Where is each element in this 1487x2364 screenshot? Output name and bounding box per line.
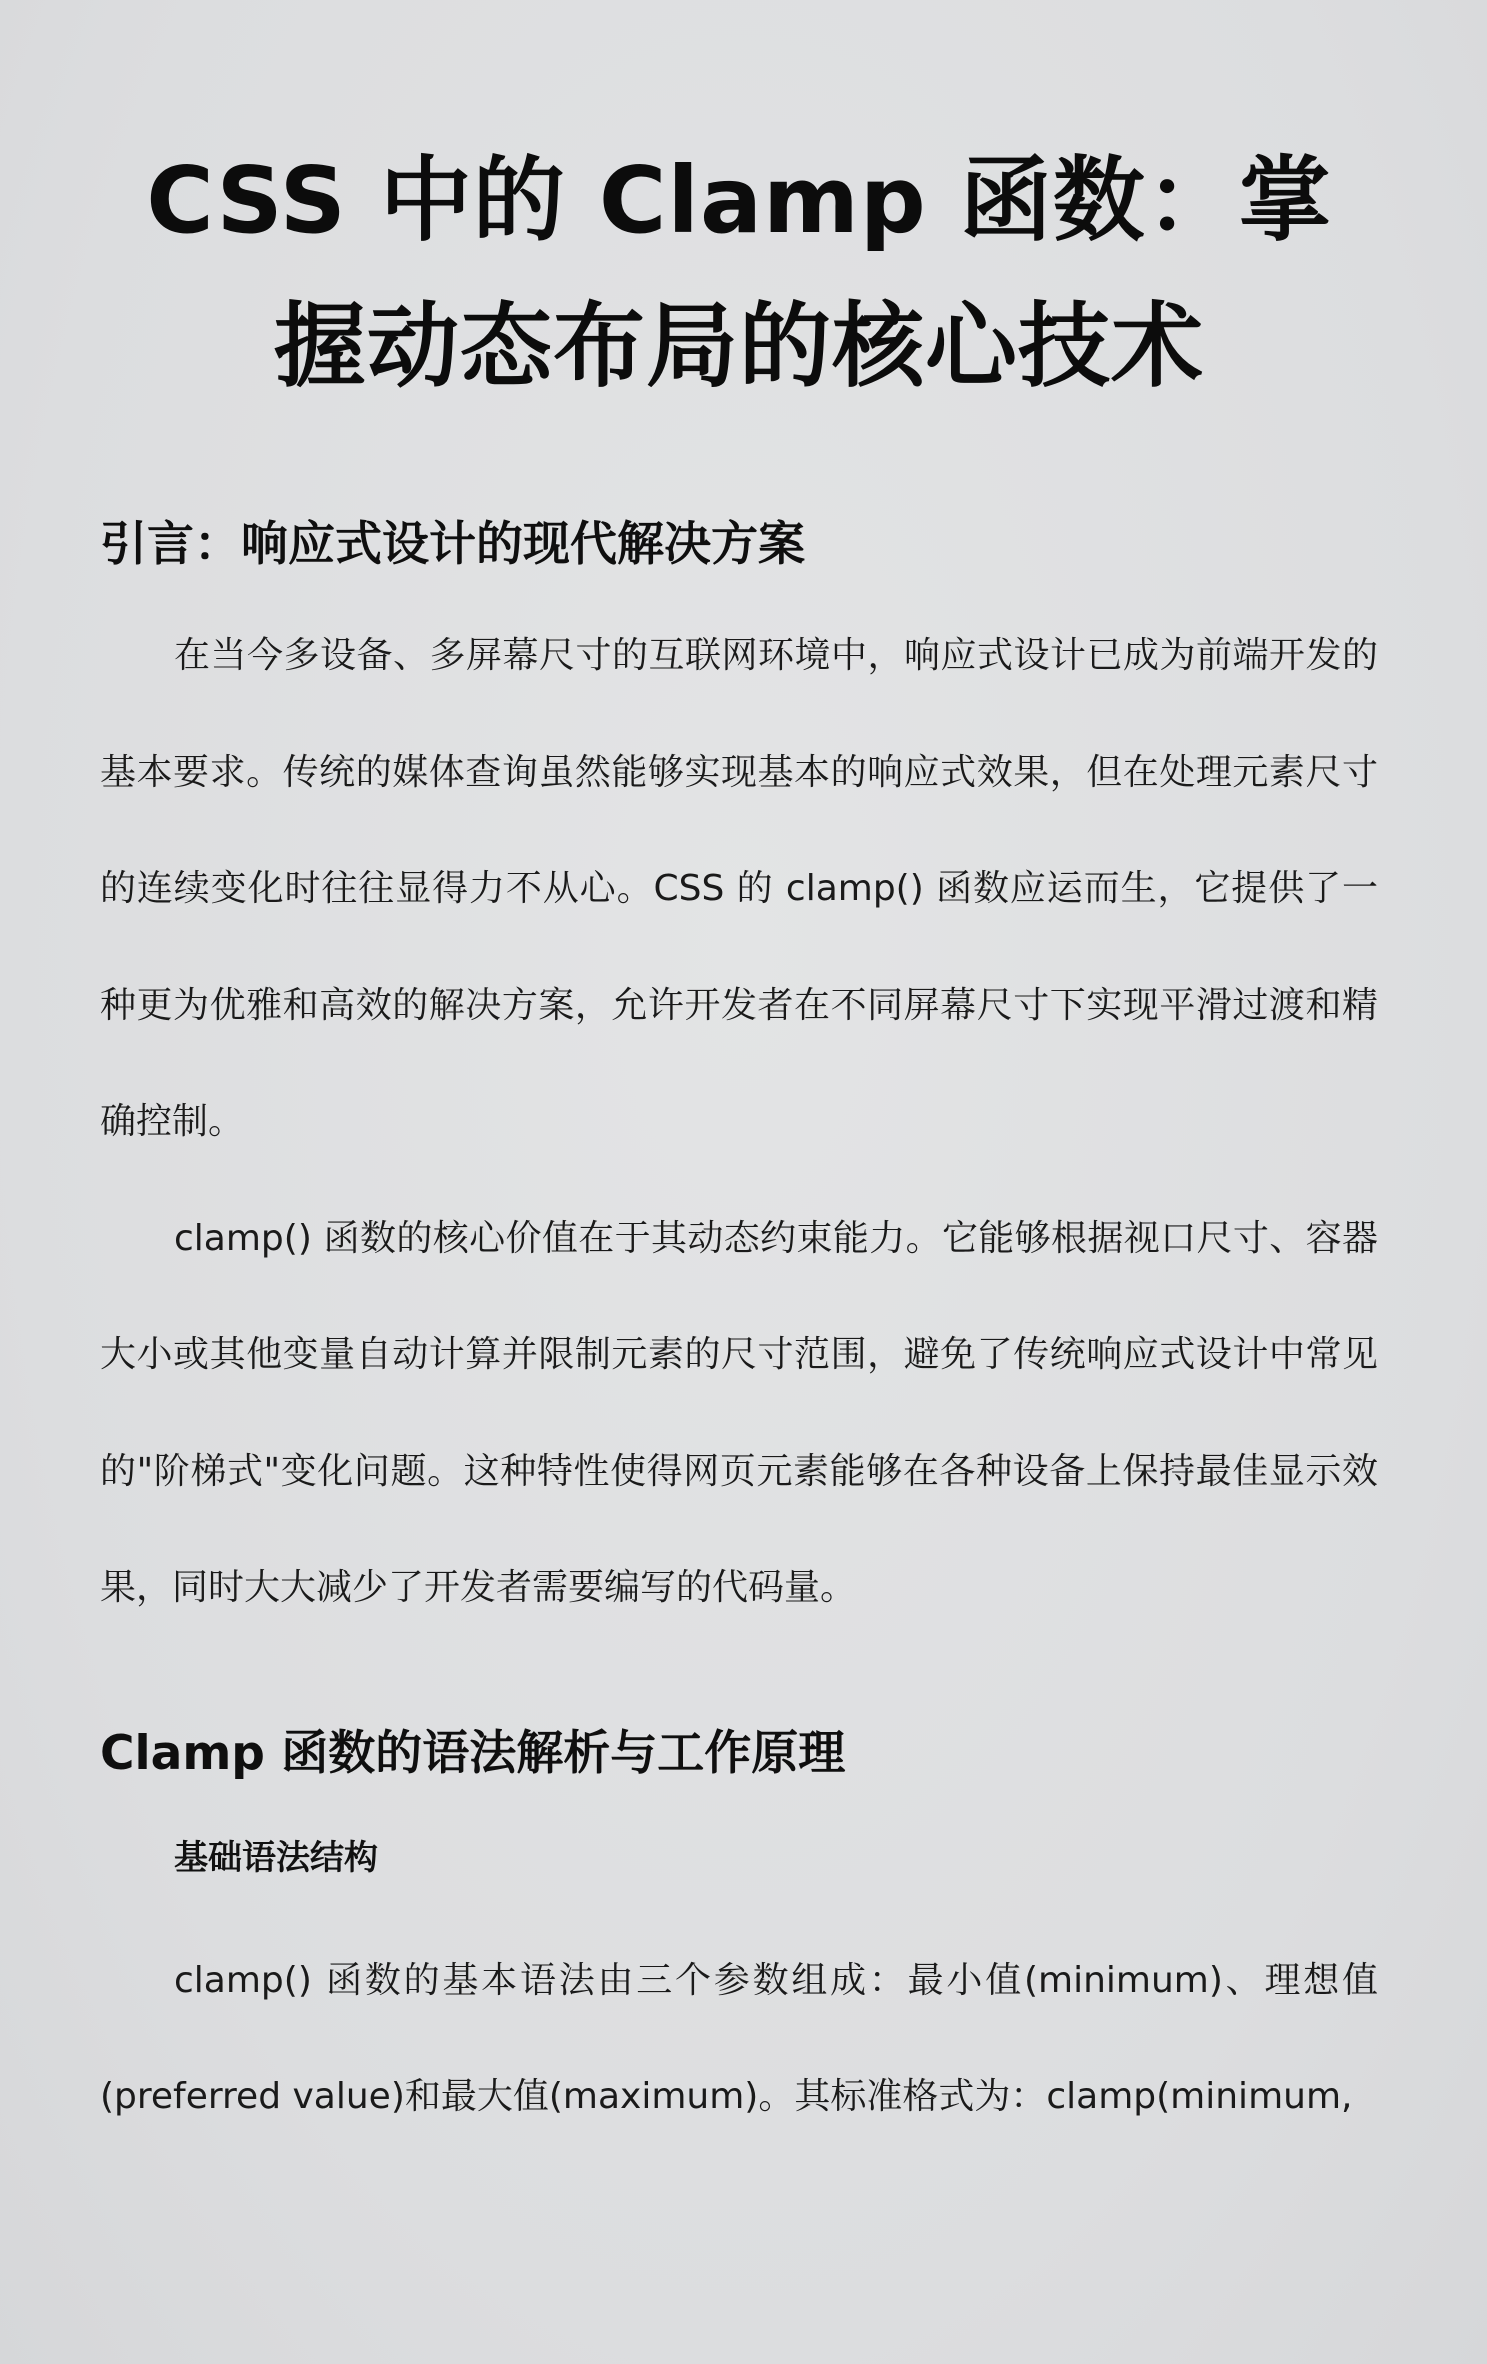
document-title: CSS 中的 Clamp 函数：掌握动态布局的核心技术 bbox=[146, 147, 1332, 400]
paragraph-syntax-1: clamp() 函数的基本语法由三个参数组成：最小值(minimum)、理想值(preferred value)和最大值(maximum)。其标准格式为：clamp(minimum, bbox=[100, 1959, 1378, 2117]
subheading-basic-syntax: 基础语法结构 bbox=[174, 1837, 378, 1878]
section-heading-clamp-syntax: Clamp 函数的语法解析与工作原理 bbox=[100, 1725, 846, 1781]
section-heading-intro: 引言：响应式设计的现代解决方案 bbox=[100, 517, 805, 572]
paragraph-intro-2: clamp() 函数的核心价值在于其动态约束能力。它能够根据视口尺寸、容器大小或其他变量自动计算并限制元素的尺寸范围，避免了传统响应式设计中常见的"阶梯式"变化问题。这种特性使得网页元素能够在各种设备上保持最佳显示效果，同时大大减少了开发者需要编写的代码量。 bbox=[100, 1217, 1378, 1608]
paragraph-intro-1: 在当今多设备、多屏幕尺寸的互联网环境中，响应式设计已成为前端开发的基本要求。传统的媒体查询虽然能够实现基本的响应式效果，但在处理元素尺寸的连续变化时往往显得力不从心。CSS 的 clamp() 函数应运而生，它提供了一种更为优雅和高效的解决方案，允许开发者在不同屏幕尺寸下实现平滑过渡和精确控制。 bbox=[100, 635, 1378, 1142]
